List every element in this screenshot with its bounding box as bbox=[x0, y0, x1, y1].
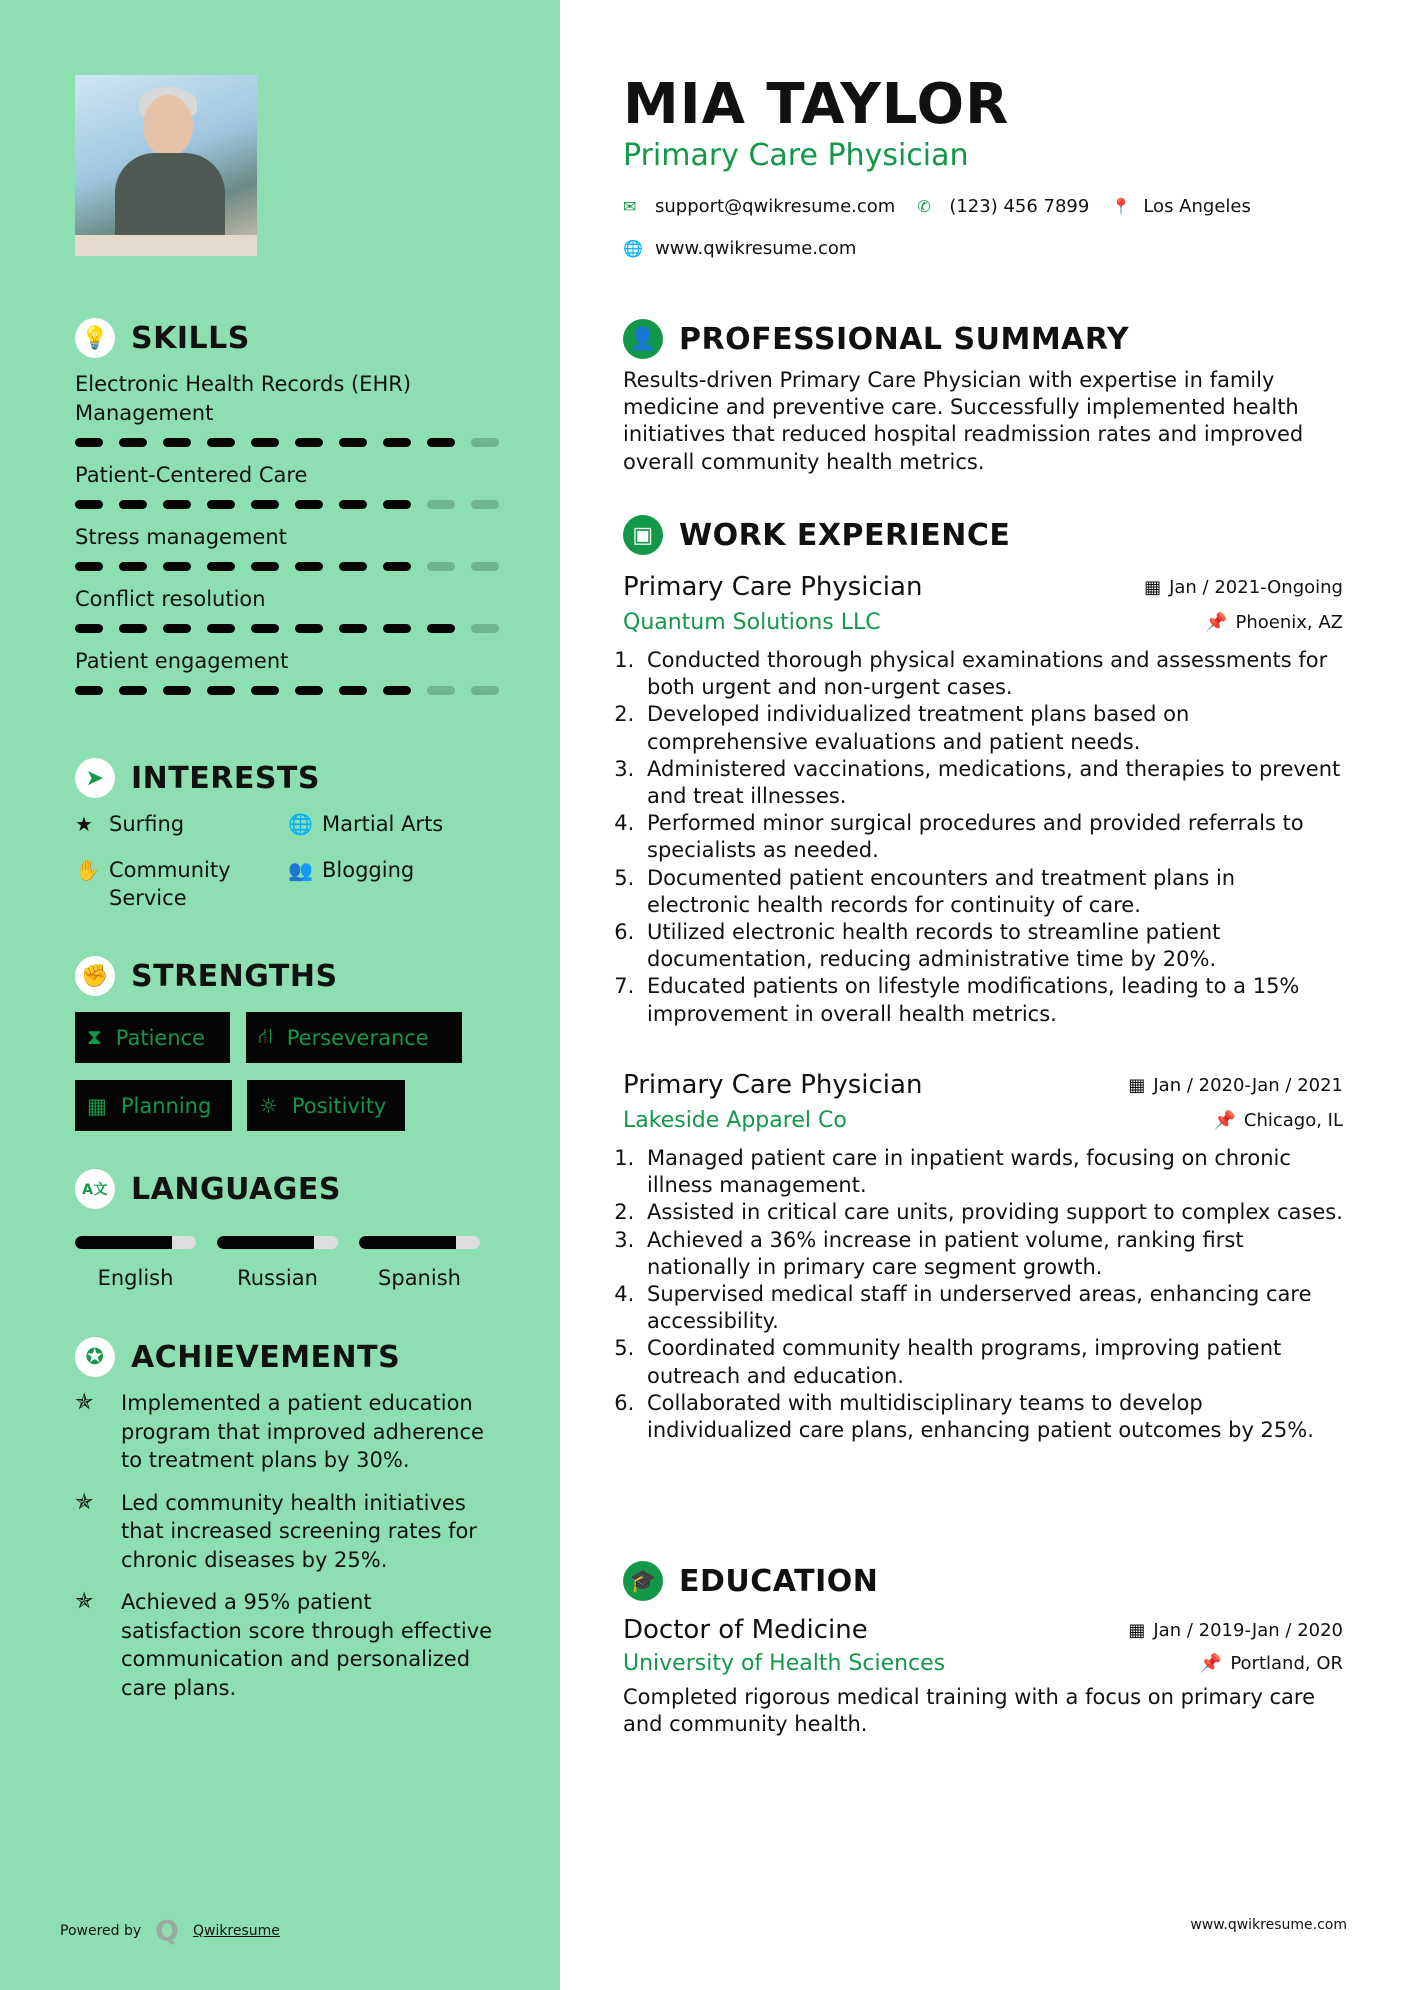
hand-icon: ✋ bbox=[75, 858, 100, 882]
skill-level-bar bbox=[75, 438, 499, 447]
language-level-bar bbox=[75, 1236, 196, 1249]
job-bullet: 4. Performed minor surgical procedures and provided referrals to specialists as needed. bbox=[641, 810, 1343, 864]
skill-level-dash bbox=[251, 686, 279, 695]
location-text: Los Angeles bbox=[1143, 196, 1251, 217]
job-bullet: 6. Utilized electronic health records to streamline patient documentation, reducing administrative time by 20%. bbox=[641, 919, 1343, 973]
strength-badge bbox=[75, 1080, 232, 1131]
achievements-section bbox=[75, 1337, 495, 1716]
job-bullet: 1. Managed patient care in inpatient wards, focusing on chronic illness management. bbox=[641, 1145, 1343, 1199]
language-label: Russian bbox=[237, 1266, 318, 1290]
job-location: Chicago, IL bbox=[1243, 1110, 1343, 1131]
skill-level-dash bbox=[339, 686, 367, 695]
skill-level-dash bbox=[295, 500, 323, 509]
presentation-icon: ▣ bbox=[623, 515, 663, 555]
interest-item bbox=[288, 856, 414, 884]
skill-level-dash bbox=[163, 562, 191, 571]
skill-level-dash bbox=[295, 686, 323, 695]
calendar-icon: ▦ bbox=[1128, 1619, 1146, 1641]
email-icon: ✉ bbox=[623, 197, 637, 216]
skill-level-dash bbox=[163, 686, 191, 695]
skill-level-dash bbox=[207, 438, 235, 447]
strength-label: Planning bbox=[120, 1093, 212, 1118]
skill-level-dash bbox=[427, 562, 455, 571]
achievements-heading bbox=[75, 1337, 495, 1377]
skill-level-dash bbox=[295, 562, 323, 571]
job-title: Primary Care Physician bbox=[623, 1070, 923, 1100]
strengths-heading-text: STRENGTHS bbox=[131, 958, 338, 994]
strengths-heading bbox=[75, 956, 338, 996]
job-bullet: 2. Developed individualized treatment plans based on comprehensive evaluations and patient needs. bbox=[641, 701, 1343, 755]
phone-icon: ✆ bbox=[917, 197, 931, 216]
skill-level-bar bbox=[75, 624, 499, 633]
skill-name: Electronic Health Records (EHR) Management bbox=[75, 372, 412, 425]
skill-level-bar bbox=[75, 686, 499, 695]
skill-level-dash bbox=[471, 438, 499, 447]
profile-photo bbox=[75, 75, 257, 256]
achievement-text: Implemented a patient education program that improved adherence to treatment plans by 30%. bbox=[121, 1391, 484, 1472]
summary-text: Results-driven Primary Care Physician with expertise in family medicine and preventive care. Successfully implemented health initiatives that reduced hospital readmission rates and improved overall community health metrics. bbox=[623, 368, 1304, 474]
skill-level-dash bbox=[251, 500, 279, 509]
company-name: Quantum Solutions LLC bbox=[623, 610, 881, 635]
skill-level-dash bbox=[383, 438, 411, 447]
skill-level-dash bbox=[295, 438, 323, 447]
road-icon: ⛙ bbox=[258, 1024, 273, 1048]
strengths-section bbox=[75, 956, 338, 996]
achievements-heading-text: ACHIEVEMENTS bbox=[131, 1339, 401, 1375]
company-name: Lakeside Apparel Co bbox=[623, 1108, 847, 1133]
location-pin-icon: 📍 bbox=[1111, 197, 1132, 216]
interest-item bbox=[288, 810, 443, 838]
skills-heading bbox=[75, 318, 499, 358]
achievement-text: Achieved a 95% patient satisfaction score through effective communication and personalized care plans. bbox=[121, 1590, 493, 1700]
language-level-bar bbox=[359, 1236, 480, 1249]
work-heading bbox=[623, 515, 1343, 555]
skill-level-dash bbox=[207, 500, 235, 509]
candidate-title: Primary Care Physician bbox=[623, 138, 969, 173]
email-text[interactable]: support@qwikresume.com bbox=[655, 196, 896, 217]
education-text: Completed rigorous medical training with a focus on primary care and community health. bbox=[623, 1685, 1315, 1737]
skill-level-bar bbox=[75, 562, 499, 571]
skill-level-dash bbox=[427, 686, 455, 695]
skill-level-dash bbox=[427, 500, 455, 509]
language-label: English bbox=[97, 1266, 174, 1290]
job-bullet: 3. Administered vaccinations, medications, and therapies to prevent and treat illnesses. bbox=[641, 756, 1343, 810]
job-bullet: 4. Supervised medical staff in underserved areas, enhancing care accessibility. bbox=[641, 1281, 1343, 1335]
strength-label: Positivity bbox=[291, 1093, 387, 1118]
star-burst-icon: ✯ bbox=[75, 1589, 94, 1614]
skills-section bbox=[75, 318, 499, 709]
skills-heading-text: SKILLS bbox=[131, 320, 250, 356]
job-bullet: 5. Documented patient encounters and treatment plans in electronic health records for continuity of care. bbox=[641, 865, 1343, 919]
strength-label: Patience bbox=[115, 1025, 206, 1050]
user-icon: 👤 bbox=[623, 319, 663, 359]
job-bullets bbox=[623, 1145, 1343, 1444]
calendar-icon: ▦ bbox=[87, 1093, 107, 1118]
job-bullets bbox=[623, 647, 1343, 1028]
achievements-list bbox=[75, 1389, 495, 1702]
languages-heading bbox=[75, 1169, 341, 1209]
job-bullet: 1. Conducted thorough physical examinations and assessments for both urgent and non-urgent cases. bbox=[641, 647, 1343, 701]
summary-heading-text: PROFESSIONAL SUMMARY bbox=[679, 321, 1130, 357]
skill-level-dash bbox=[119, 500, 147, 509]
language-label: Spanish bbox=[378, 1266, 461, 1290]
graduate-icon: 🎓 bbox=[623, 1561, 663, 1601]
skill-name: Patient engagement bbox=[75, 649, 289, 673]
skill-level-dash bbox=[207, 686, 235, 695]
work-heading-text: WORK EXPERIENCE bbox=[679, 517, 1011, 553]
website-row bbox=[623, 238, 856, 259]
job-dates: Jan / 2021-Ongoing bbox=[1169, 576, 1343, 598]
lightbulb-icon: 💡 bbox=[75, 318, 115, 358]
languages-heading-text: LANGUAGES bbox=[131, 1171, 341, 1207]
education-section bbox=[623, 1561, 1343, 1738]
skill-level-dash bbox=[207, 562, 235, 571]
skill-level-dash bbox=[163, 624, 191, 633]
job-title: Primary Care Physician bbox=[623, 572, 923, 602]
powered-by-text: Powered by bbox=[60, 1922, 142, 1939]
job-location: Phoenix, AZ bbox=[1235, 612, 1343, 633]
fist-icon: ✊ bbox=[75, 956, 115, 996]
strength-badge bbox=[246, 1012, 462, 1063]
globe-icon: 🌐 bbox=[288, 812, 313, 836]
skill-level-dash bbox=[471, 624, 499, 633]
calendar-icon: ▦ bbox=[1128, 1074, 1146, 1096]
job-bullet: 3. Achieved a 36% increase in patient volume, ranking first nationally in primary care segment growth. bbox=[641, 1227, 1343, 1281]
summary-heading bbox=[623, 319, 1343, 359]
skill-level-dash bbox=[75, 438, 103, 447]
education-heading bbox=[623, 1561, 1343, 1601]
interest-label: Blogging bbox=[322, 858, 415, 882]
job-bullet: 6. Collaborated with multidisciplinary teams to develop individualized care plans, enhancing patient outcomes by 25%. bbox=[641, 1390, 1343, 1444]
translate-icon: A文 bbox=[75, 1169, 115, 1209]
skill-level-dash bbox=[119, 686, 147, 695]
skill-level-dash bbox=[163, 500, 191, 509]
skill-level-bar bbox=[75, 500, 499, 509]
skill-level-dash bbox=[119, 562, 147, 571]
education-location: Portland, OR bbox=[1230, 1653, 1343, 1674]
powered-by bbox=[60, 1914, 280, 1947]
interests-heading-text: INTERESTS bbox=[131, 760, 320, 796]
skill-level-dash bbox=[471, 500, 499, 509]
skill-level-dash bbox=[251, 438, 279, 447]
interests-heading bbox=[75, 758, 535, 798]
job-dates: Jan / 2020-Jan / 2021 bbox=[1153, 1074, 1343, 1096]
award-icon: ✪ bbox=[75, 1337, 115, 1377]
qwikresume-link[interactable]: Qwikresume bbox=[192, 1922, 280, 1939]
skill-level-dash bbox=[295, 624, 323, 633]
achievement-item bbox=[75, 1588, 495, 1702]
skill-level-dash bbox=[471, 686, 499, 695]
school: University of Health Sciences bbox=[623, 1651, 946, 1676]
skill-level-dash bbox=[251, 624, 279, 633]
qwikresume-logo-icon: Q bbox=[155, 1914, 179, 1947]
skill-level-dash bbox=[427, 624, 455, 633]
skill-level-dash bbox=[251, 562, 279, 571]
language-level-bar bbox=[217, 1236, 338, 1249]
skill-level-dash bbox=[383, 500, 411, 509]
skill-level-dash bbox=[75, 562, 103, 571]
interest-label: Martial Arts bbox=[322, 812, 444, 836]
website-text[interactable]: www.qwikresume.com bbox=[655, 238, 857, 259]
skill-level-dash bbox=[75, 686, 103, 695]
interest-label: Community Service bbox=[109, 858, 231, 910]
achievement-item bbox=[75, 1389, 495, 1475]
pin-icon: 📌 bbox=[1213, 1110, 1236, 1131]
education-heading-text: EDUCATION bbox=[679, 1563, 879, 1599]
skill-level-dash bbox=[207, 624, 235, 633]
star-burst-icon: ✯ bbox=[75, 1489, 94, 1515]
pin-icon: 📌 bbox=[1199, 1653, 1223, 1674]
pin-icon: 📌 bbox=[1205, 612, 1228, 633]
phone-text: (123) 456 7899 bbox=[949, 196, 1090, 217]
interest-item bbox=[75, 810, 184, 838]
skill-level-dash bbox=[339, 500, 367, 509]
interest-label: Surfing bbox=[109, 812, 185, 836]
job-bullet: 5. Coordinated community health programs, improving patient outreach and education. bbox=[641, 1335, 1343, 1389]
skills-list bbox=[75, 370, 499, 695]
users-icon: 👥 bbox=[288, 858, 313, 882]
strength-badge bbox=[75, 1012, 230, 1063]
job-entry bbox=[623, 572, 1343, 1028]
skill-level-dash bbox=[427, 438, 455, 447]
achievement-text: Led community health initiatives that increased screening rates for chronic diseases by 25%. bbox=[121, 1490, 477, 1572]
star-icon: ★ bbox=[75, 812, 93, 836]
skill-name: Stress management bbox=[75, 525, 287, 549]
education-dates: Jan / 2019-Jan / 2020 bbox=[1153, 1619, 1343, 1641]
candidate-name: MIA TAYLOR bbox=[623, 72, 1010, 137]
strength-label: Perseverance bbox=[286, 1025, 429, 1050]
job-bullet: 7. Educated patients on lifestyle modifications, leading to a 15% improvement in overall health metrics. bbox=[641, 973, 1343, 1027]
skill-level-dash bbox=[119, 438, 147, 447]
skill-level-dash bbox=[339, 562, 367, 571]
language-level-fill bbox=[75, 1236, 172, 1249]
achievement-item bbox=[75, 1489, 495, 1575]
calendar-icon: ▦ bbox=[1144, 576, 1162, 598]
skill-level-dash bbox=[339, 438, 367, 447]
paper-plane-icon: ➤ bbox=[75, 758, 115, 798]
footer-website[interactable]: www.qwikresume.com bbox=[1190, 1917, 1347, 1933]
degree: Doctor of Medicine bbox=[623, 1615, 868, 1645]
skill-level-dash bbox=[383, 686, 411, 695]
job-bullet: 2. Assisted in critical care units, providing support to complex cases. bbox=[641, 1199, 1343, 1226]
work-section bbox=[623, 515, 1343, 555]
interest-item bbox=[75, 856, 255, 912]
strength-badge bbox=[247, 1080, 405, 1131]
summary-section bbox=[623, 319, 1343, 476]
skill-name: Patient-Centered Care bbox=[75, 463, 308, 487]
star-burst-icon: ✯ bbox=[75, 1390, 94, 1415]
contact-row bbox=[623, 196, 1251, 217]
skill-name: Conflict resolution bbox=[75, 587, 266, 611]
language-level-fill bbox=[359, 1236, 456, 1249]
skill-level-dash bbox=[383, 624, 411, 633]
interests-section bbox=[75, 758, 535, 920]
skill-level-dash bbox=[383, 562, 411, 571]
skill-level-dash bbox=[75, 624, 103, 633]
languages-section bbox=[75, 1169, 341, 1209]
sun-icon: ☼ bbox=[259, 1093, 278, 1118]
hourglass-icon: ⧗ bbox=[87, 1025, 102, 1049]
language-level-fill bbox=[217, 1236, 314, 1249]
job-entry bbox=[623, 1070, 1343, 1444]
skill-level-dash bbox=[75, 500, 103, 509]
skill-level-dash bbox=[163, 438, 191, 447]
skill-level-dash bbox=[119, 624, 147, 633]
globe-icon: 🌐 bbox=[623, 239, 643, 258]
skill-level-dash bbox=[471, 562, 499, 571]
skill-level-dash bbox=[339, 624, 367, 633]
